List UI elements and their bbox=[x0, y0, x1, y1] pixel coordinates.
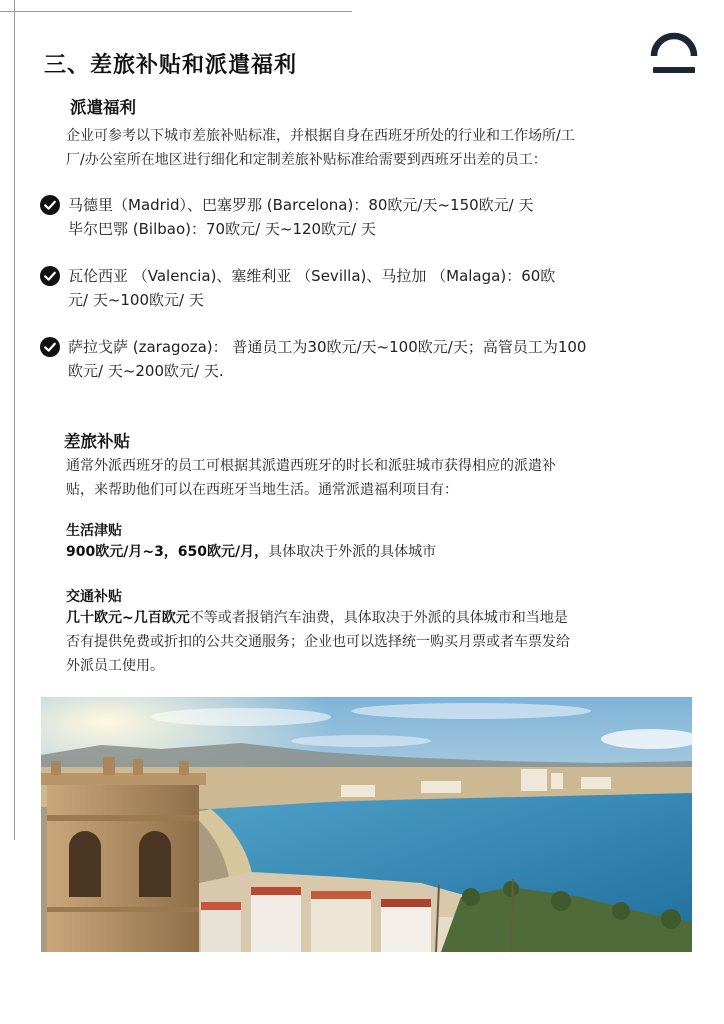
dispatch-intro-line: 厂/办公室所在地区进行细化和定制差旅补贴标准给需要到西班牙出差的员工： bbox=[66, 152, 547, 168]
dispatch-intro bbox=[66, 124, 575, 172]
travel-heading: 差旅补贴 bbox=[64, 432, 130, 451]
top-rule bbox=[0, 11, 352, 12]
list-item-text bbox=[68, 193, 534, 241]
section-title: 三、差旅补贴和派遣福利 bbox=[44, 53, 298, 78]
transport-allowance-note: 不等或者报销汽车油费，具体取决于外派的具体城市和当地是 bbox=[189, 610, 568, 626]
arch-logo-icon bbox=[648, 24, 700, 76]
transport-allowance-amount: 几十欧元~几百欧元 bbox=[66, 610, 190, 626]
travel-intro-line: 通常外派西班牙的员工可根据其派遣西班牙的时长和派驻城市获得相应的派遣补 bbox=[66, 458, 556, 474]
list-item-line: 欧元/ 天~200欧元/ 天. bbox=[68, 362, 224, 380]
transport-allowance-title: 交通补贴 bbox=[66, 589, 122, 605]
list-item-text bbox=[68, 335, 586, 383]
living-allowance-note: 具体取决于外派的具体城市 bbox=[268, 544, 437, 560]
check-circle-icon bbox=[40, 337, 60, 357]
transport-allowance-text bbox=[66, 606, 570, 678]
check-circle-icon bbox=[40, 195, 60, 215]
check-circle-icon bbox=[40, 266, 60, 286]
travel-intro bbox=[66, 454, 556, 502]
travel-intro-line: 贴，来帮助他们可以在西班牙当地生活。通常派遣福利项目有： bbox=[66, 482, 458, 498]
transport-allowance-line: 否有提供免费或折扣的公共交通服务；企业也可以选择统一购买月票或者车票发给 bbox=[66, 634, 570, 650]
living-allowance-text bbox=[66, 540, 436, 564]
list-item-line: 瓦伦西亚 （Valencia)、塞维利亚 （Sevilla)、马拉加 （Malaga)：60欧 bbox=[68, 267, 556, 285]
list-item-line: 毕尔巴鄂 (Bilbao)：70欧元/ 天~120欧元/ 天 bbox=[68, 220, 376, 238]
dispatch-intro-line: 企业可参考以下城市差旅补贴标准，并根据自身在西班牙所处的行业和工作场所/工 bbox=[66, 128, 575, 144]
list-item-line: 马德里（Madrid）、巴塞罗那 (Barcelona)：80欧元/天~150欧元/ 天 bbox=[68, 196, 534, 214]
left-rule bbox=[14, 0, 15, 840]
coastal-city-photo bbox=[41, 697, 692, 952]
list-item-line: 萨拉戈萨 (zaragoza)： 普通员工为30欧元/天~100欧元/天；高管员工为100 bbox=[68, 338, 587, 356]
transport-allowance-line: 外派员工使用。 bbox=[66, 658, 164, 674]
living-allowance-title: 生活津贴 bbox=[66, 523, 122, 539]
living-allowance-amount: 900欧元/月~3，650欧元/月， bbox=[66, 544, 269, 560]
dispatch-heading: 派遣福利 bbox=[70, 98, 136, 117]
list-item-text bbox=[68, 264, 555, 312]
list-item-line: 元/ 天~100欧元/ 天 bbox=[68, 291, 204, 309]
